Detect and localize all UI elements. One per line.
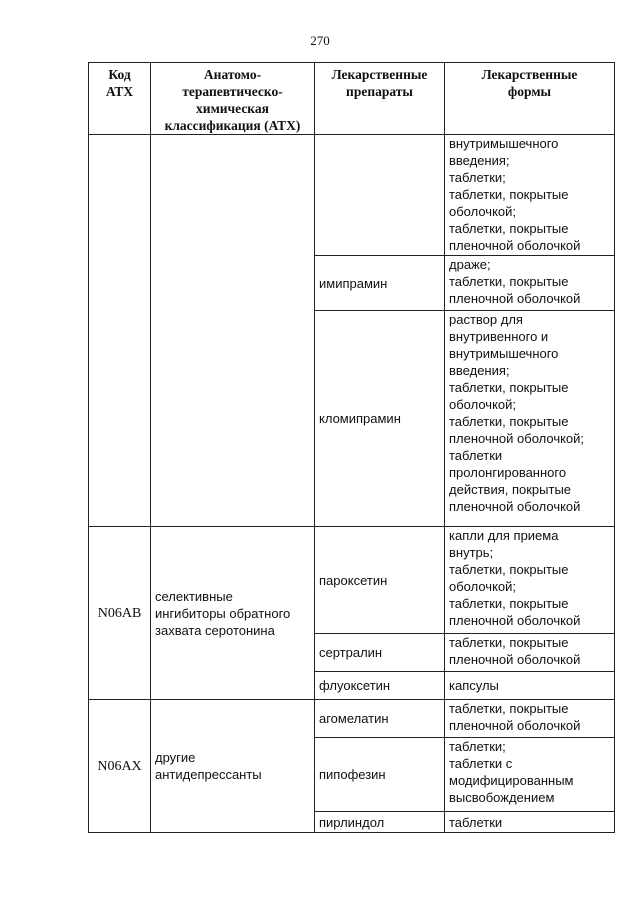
header-code — [89, 63, 151, 135]
cell-drug: флуоксетин — [315, 672, 445, 700]
atx-drug-table — [88, 62, 615, 833]
cell-drug: имипрамин — [315, 256, 445, 311]
header-drugs-text: Лекарственные препараты — [331, 67, 428, 99]
cell-drug: пароксетин — [315, 527, 445, 634]
table-header-row — [89, 63, 615, 135]
page-number: 270 — [310, 33, 330, 48]
cell-drug-empty — [315, 135, 445, 256]
cell-code: N06AX — [89, 700, 151, 833]
cell-forms: внутримышечного введения; таблетки; таблетки, покрытые оболочкой; таблетки, покрытые пленочной оболочкой — [445, 135, 615, 256]
cell-code-empty — [89, 135, 151, 527]
header-code-text: Код АТХ — [105, 67, 134, 99]
cell-forms: драже; таблетки, покрытые пленочной оболочкой — [445, 256, 615, 311]
cell-forms: таблетки; таблетки с модифицированным высвобождением — [445, 738, 615, 812]
header-forms — [445, 63, 615, 135]
cell-forms: таблетки, покрытые пленочной оболочкой — [445, 700, 615, 738]
cell-drug: кломипрамин — [315, 311, 445, 527]
header-forms-text: Лекарственные формы — [481, 67, 578, 99]
table-row — [89, 135, 615, 256]
header-classification-text: Анатомо- терапевтическо- химическая классификация (АТХ) — [164, 67, 301, 133]
cell-forms: капсулы — [445, 672, 615, 700]
cell-forms: таблетки, покрытые пленочной оболочкой — [445, 634, 615, 672]
cell-drug: агомелатин — [315, 700, 445, 738]
header-drugs — [315, 63, 445, 135]
cell-drug: пипофезин — [315, 738, 445, 812]
classification-text: селективные ингибиторы обратного захвата серотонина — [155, 588, 291, 638]
cell-code: N06AB — [89, 527, 151, 700]
cell-forms: таблетки — [445, 812, 615, 833]
cell-forms: капли для приема внутрь; таблетки, покрытые оболочкой; таблетки, покрытые пленочной оболочкой — [445, 527, 615, 634]
cell-drug: сертралин — [315, 634, 445, 672]
cell-classification-empty — [151, 135, 315, 527]
table-row — [89, 700, 615, 738]
classification-text: другие антидепрессанты — [155, 750, 262, 782]
cell-classification — [151, 527, 315, 700]
cell-forms: раствор для внутривенного и внутримышечного введения; таблетки, покрытые оболочкой; таблетки, покрытые пленочной оболочкой; таблетки пролонгированного действия, покрытые пленочной оболочкой — [445, 311, 615, 527]
cell-drug: пирлиндол — [315, 812, 445, 833]
table-row — [89, 527, 615, 634]
header-classification — [151, 63, 315, 135]
cell-classification — [151, 700, 315, 833]
